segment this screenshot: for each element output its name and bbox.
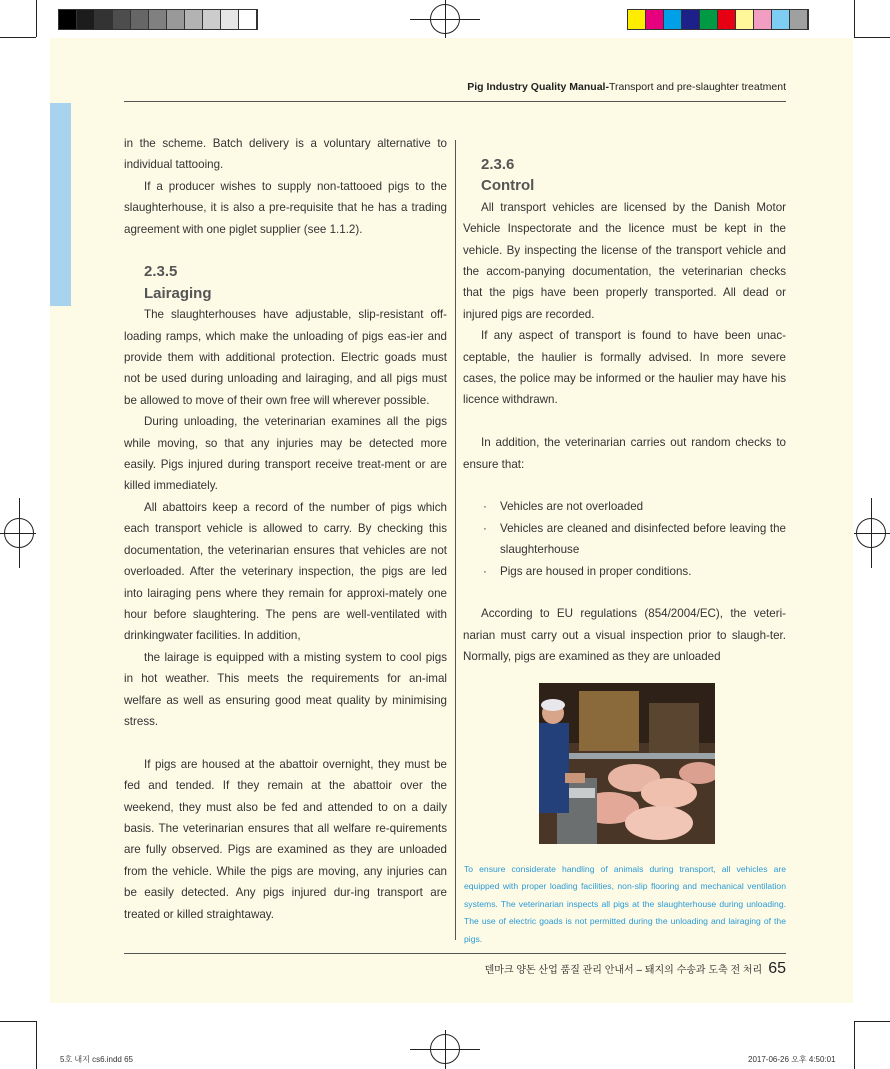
list-item: · Vehicles are cleaned and disinfected before leaving the slaughterhouse bbox=[483, 518, 786, 561]
footer-title: 덴마크 양돈 산업 품질 관리 안내서 – 돼지의 수송과 도축 전 처리 bbox=[484, 965, 763, 976]
color-swatch bbox=[221, 10, 239, 29]
color-swatch bbox=[700, 10, 718, 29]
photo-caption: To ensure considerate handling of animals during transport, all vehicles are equipped with proper loading facilities, non-slip flooring and mechanical ventilation systems. The veterinarian inspects all pigs at the slaughterhouse during unloading. The use of electric goads is not permitted during the unloading and lairaging of the pigs. bbox=[464, 864, 786, 944]
color-swatch bbox=[185, 10, 203, 29]
color-swatch bbox=[59, 10, 77, 29]
color-swatch bbox=[113, 10, 131, 29]
footer-rule bbox=[124, 953, 786, 954]
color-swatch bbox=[77, 10, 95, 29]
paragraph: All transport vehicles are licensed by the Danish Motor Vehicle Inspectorate and the licence must be kept in the vehicle. By inspecting the license of the transport vehicle and the accom-panying documentation, the veterinarian checks that the pigs have been properly transported. All dead or injured pigs are recorded. bbox=[463, 200, 786, 321]
crop-mark bbox=[854, 0, 855, 37]
right-column bbox=[463, 154, 786, 668]
color-swatch bbox=[149, 10, 167, 29]
header-title: Pig Industry Quality Manual- bbox=[467, 81, 609, 93]
crop-mark bbox=[854, 1021, 855, 1069]
section-number: 2.3.6 bbox=[481, 156, 515, 173]
list-item: · Vehicles are not overloaded bbox=[483, 496, 786, 517]
paragraph: the lairage is equipped with a misting system to cool pigs in hot weather. This meets the requirements for an-imal welfare as well as ensuring good meat quality by minimising stress. bbox=[124, 650, 447, 728]
paragraph: If pigs are housed at the abattoir overnight, they must be fed and tended. If they remain at the abattoir over the weekend, they must also be fed and attended to on a daily basis. The veterinarian ensures that all welfare re-quirements are fully observed. Pigs are examined as they are unloaded from the vehicle. While the pigs are moving, any injuries can be easily detected. Any pigs injured dur-ing transport are treated or killed straightaway. bbox=[124, 757, 447, 921]
crop-mark bbox=[36, 1021, 37, 1069]
column-divider bbox=[455, 140, 456, 940]
process-color-bar bbox=[627, 9, 809, 30]
crop-mark bbox=[854, 37, 890, 38]
color-swatch bbox=[95, 10, 113, 29]
crop-mark bbox=[0, 1021, 36, 1022]
paragraph: All abattoirs keep a record of the number of pigs which each transport vehicle is allowed to carry. By checking this documentation, the veterinarian ensures that vehicles are not overloaded. After the veterinary inspection, the pigs are led into lairaging pens where they remain for approxi-mately one hour before slaughtering. The pens are well-ventilated with drinkingwater facilities. In addition, bbox=[124, 500, 447, 643]
side-tab bbox=[50, 103, 71, 306]
paragraph: During unloading, the veterinarian examines all the pigs while moving, so that any injuries may be detected more easily. Pigs injured during transport receive treat-ment or are killed immediately. bbox=[124, 415, 447, 493]
section-title: Lairaging bbox=[144, 284, 212, 302]
color-swatch bbox=[628, 10, 646, 29]
header-rule bbox=[124, 101, 786, 102]
color-swatch bbox=[736, 10, 754, 29]
paragraph: If a producer wishes to supply non-tattooed pigs to the slaughterhouse, it is also a pre-requisite that he has a trading agreement with one piglet supplier (see 1.1.2). bbox=[124, 179, 447, 236]
crop-mark bbox=[36, 0, 37, 37]
color-swatch bbox=[131, 10, 149, 29]
color-swatch bbox=[664, 10, 682, 29]
left-column bbox=[124, 133, 447, 925]
paragraph: If any aspect of transport is found to have been unac-ceptable, the haulier is formally advised. In more severe cases, the police may be informed or the haulier may have his licence withdrawn. bbox=[463, 329, 786, 407]
paragraph: In addition, the veterinarian carries out random checks to ensure that: bbox=[463, 436, 786, 471]
slug-file-name: 5호 내지 cs6.indd 65 bbox=[60, 1055, 133, 1064]
check-list bbox=[463, 496, 786, 582]
crop-mark bbox=[854, 1021, 890, 1022]
paragraph: The slaughterhouses have adjustable, slip-resistant off-loading ramps, which make the unloading of pigs eas-ier and provide them with additional protection. Electric goads must not be used during unloading and lairaging, and all pigs must be allowed to move of their own free will wherever possible. bbox=[124, 308, 447, 407]
section-number: 2.3.5 bbox=[144, 263, 178, 281]
paragraph: in the scheme. Batch delivery is a voluntary alternative to individual tattooing. bbox=[124, 137, 447, 172]
running-header bbox=[124, 81, 786, 93]
color-swatch bbox=[239, 10, 257, 29]
color-swatch bbox=[646, 10, 664, 29]
header-subtitle: Transport and pre-slaughter treatment bbox=[608, 81, 786, 93]
color-swatch bbox=[203, 10, 221, 29]
slug-timestamp: 2017-06-26 오후 4:50:01 bbox=[748, 1055, 836, 1064]
page-number: 65 bbox=[768, 960, 786, 977]
paragraph: According to EU regulations (854/2004/EC), the veteri-narian must carry out a visual inspection prior to slaugh-ter. Normally, pigs are examined as they are unloaded bbox=[463, 607, 786, 664]
crop-mark bbox=[0, 37, 36, 38]
color-swatch bbox=[790, 10, 808, 29]
pigs-unloading-photo bbox=[539, 683, 715, 844]
section-title: Control bbox=[481, 177, 535, 195]
color-swatch bbox=[772, 10, 790, 29]
color-swatch bbox=[754, 10, 772, 29]
list-item: · Pigs are housed in proper conditions. bbox=[483, 561, 786, 582]
running-footer bbox=[124, 960, 786, 978]
color-swatch bbox=[718, 10, 736, 29]
color-swatch bbox=[167, 10, 185, 29]
color-swatch bbox=[682, 10, 700, 29]
gray-color-bar bbox=[58, 9, 258, 30]
